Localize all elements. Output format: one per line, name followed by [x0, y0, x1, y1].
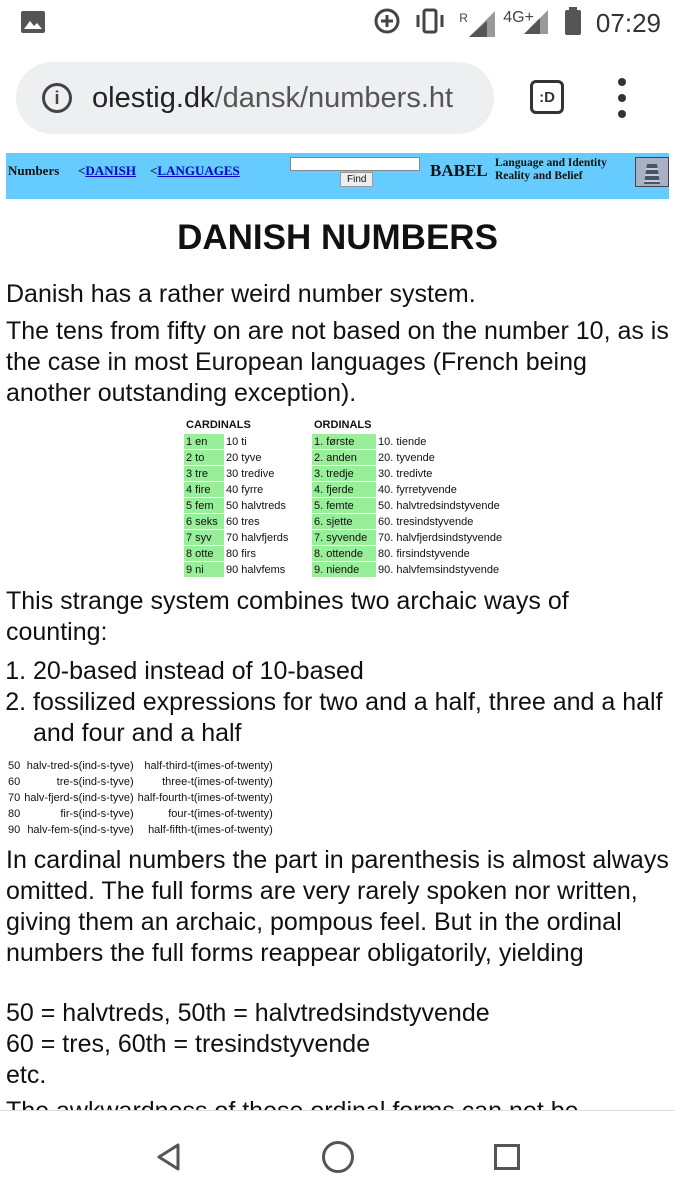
cardinal-digit-cell: 1 en — [184, 434, 224, 449]
ordinal-tens-cell: 60. tresindstyvende — [378, 515, 474, 528]
cardinal-tens-cell: 40 fyrre — [226, 483, 264, 496]
danish-link-wrapper — [78, 163, 136, 179]
tab-switcher-button[interactable]: :D — [530, 80, 564, 114]
cardinal-digit-cell: 5 fem — [184, 498, 224, 513]
languages-link-wrapper — [150, 163, 240, 179]
cardinal-tens-cell: 30 tredive — [226, 467, 275, 480]
ordinal-tens-cell: 90. halvfemsindstyvende — [378, 563, 500, 576]
spacer-cell — [294, 562, 312, 577]
cardinal-digit-cell: 2 to — [184, 450, 224, 465]
info-icon[interactable]: i — [42, 83, 72, 113]
overflow-menu-icon[interactable] — [612, 78, 632, 118]
cardinal-tens-cell: 10 ti — [226, 435, 247, 448]
strange-system-paragraph: This strange system combines two archaic ways of counting: — [6, 587, 569, 646]
table-row — [184, 434, 510, 449]
danish-form-cell: halv-fjerd-s(ind-s-tyve) — [24, 792, 134, 804]
url-domain: olestig.dk — [92, 81, 215, 114]
url-text[interactable] — [92, 82, 482, 115]
table-row — [6, 806, 275, 822]
ordinal-tens-cell: 40. fyrretyvende — [378, 483, 457, 496]
english-gloss-cell: four-t(imes-of-twenty) — [168, 808, 273, 820]
english-gloss-cell: three-t(imes-of-twenty) — [162, 776, 273, 788]
header-title: Numbers — [8, 163, 60, 178]
navigation-bar — [0, 1110, 675, 1201]
danish-form-cell: halv-fem-s(ind-s-tyve) — [27, 824, 134, 836]
example-line: 60 = tres, 60th = tresindstyvende — [6, 1030, 371, 1058]
spacer-cell — [294, 498, 312, 513]
cardinal-tens-cell: 70 halvfjerds — [226, 531, 289, 544]
intro-paragraph: Danish has a rather weird number system. — [6, 280, 476, 308]
ordinal-digit-cell: 8. ottende — [312, 546, 376, 561]
link-prefix: < — [78, 163, 86, 178]
cardinal-digit-cell: 6 seks — [184, 514, 224, 529]
network-type: 4G+ — [503, 8, 534, 26]
url-path: /dansk/numbers.ht — [214, 81, 454, 114]
ordinal-digit-cell: 7. syvende — [312, 530, 376, 545]
link-prefix: < — [150, 163, 158, 178]
numbers-table — [184, 418, 510, 578]
babel-subtitle-line2: Reality and Belief — [495, 170, 583, 182]
cardinal-tens-cell: 50 halvtreds — [226, 499, 286, 512]
image-icon — [20, 10, 46, 39]
ordinal-tens-cell: 20. tyvende — [378, 451, 435, 464]
status-bar — [0, 0, 675, 46]
table-row — [184, 530, 510, 545]
spacer-cell — [294, 482, 312, 497]
list-item: 1. 20-based instead of 10-based — [33, 656, 673, 687]
cardinals-header: CARDINALS — [186, 419, 251, 431]
table-header-row — [184, 419, 510, 433]
battery-icon — [564, 6, 582, 41]
cardinal-paragraph: In cardinal numbers the part in parenthesis is almost always omitted. The full forms are very rarely spoken nor written, giving them an archaic, pompous feel. But in the ordinal numbers the full forms reappear obligatorily, yielding — [6, 846, 669, 967]
ordinal-digit-cell: 3. tredje — [312, 466, 376, 481]
number-cell: 70 — [8, 792, 21, 804]
table-row — [184, 546, 510, 561]
address-bar[interactable] — [16, 62, 494, 134]
english-gloss-cell: half-fifth-t(imes-of-twenty) — [148, 824, 273, 836]
spacer-cell — [294, 450, 312, 465]
spacer-cell — [294, 514, 312, 529]
cardinal-tens-cell: 60 tres — [226, 515, 260, 528]
number-cell: 80 — [8, 808, 21, 820]
table-row — [6, 774, 275, 790]
ordinal-tens-cell: 30. tredivte — [378, 467, 433, 480]
intro-paragraph-2: The tens from fifty on are not based on the number 10, as is the case in most European languages (French being another outstanding exception). — [6, 317, 669, 407]
spacer-cell — [294, 546, 312, 561]
signal-icon — [522, 6, 550, 41]
table-row — [184, 466, 510, 481]
danish-form-cell: halv-tred-s(ind-s-tyve) — [26, 760, 134, 772]
steps-list — [6, 656, 673, 749]
clock: 07:29 — [595, 8, 661, 38]
cardinal-digit-cell: 8 otte — [184, 546, 224, 561]
ordinal-tens-cell: 50. halvtredsindstyvende — [378, 499, 500, 512]
ordinals-header: ORDINALS — [314, 419, 372, 431]
page-title: DANISH NUMBERS — [177, 218, 498, 257]
find-input[interactable] — [290, 157, 420, 171]
etymology-table — [6, 758, 275, 838]
roaming-indicator: R — [459, 10, 468, 25]
danish-form-cell: fir-s(ind-s-tyve) — [60, 808, 134, 820]
recent-apps-icon[interactable] — [494, 1144, 520, 1170]
number-cell: 90 — [8, 824, 21, 836]
table-row — [184, 498, 510, 513]
cardinal-tens-cell: 90 halvfems — [226, 563, 286, 576]
back-icon[interactable] — [156, 1143, 182, 1176]
danish-form-cell: tre-s(ind-s-tyve) — [56, 776, 134, 788]
tower-of-babel-image[interactable] — [635, 157, 669, 187]
cardinal-digit-cell: 4 fire — [184, 482, 224, 497]
danish-link[interactable]: DANISH — [85, 163, 136, 178]
cardinal-digit-cell: 9 ni — [184, 562, 224, 577]
spacer-cell — [294, 530, 312, 545]
table-row — [184, 450, 510, 465]
etc-line: etc. — [6, 1061, 47, 1089]
ordinal-digit-cell: 4. fjerde — [312, 482, 376, 497]
signal-icon — [459, 9, 507, 39]
ordinal-tens-cell: 80. firsindstyvende — [378, 547, 470, 560]
browser-toolbar — [0, 46, 675, 150]
ordinal-digit-cell: 6. sjette — [312, 514, 376, 529]
table-row — [6, 758, 275, 774]
ordinal-digit-cell: 2. anden — [312, 450, 376, 465]
find-button[interactable]: Find — [340, 172, 373, 187]
babel-logo[interactable]: BABEL — [430, 161, 488, 180]
table-row — [184, 482, 510, 497]
cardinal-digit-cell: 7 syv — [184, 530, 224, 545]
babel-subtitle — [495, 157, 607, 183]
cardinal-tens-cell: 20 tyve — [226, 451, 262, 464]
spacer-cell — [294, 434, 312, 449]
number-cell: 50 — [8, 760, 21, 772]
ordinal-tens-cell: 10. tiende — [378, 435, 427, 448]
number-cell: 60 — [8, 776, 21, 788]
english-gloss-cell: half-fourth-t(imes-of-twenty) — [137, 792, 273, 804]
table-row — [184, 514, 510, 529]
babel-subtitle-line1: Language and Identity — [495, 157, 607, 169]
cardinal-tens-cell: 80 firs — [226, 547, 256, 560]
english-gloss-cell: half-third-t(imes-of-twenty) — [144, 760, 273, 772]
table-row — [6, 822, 275, 838]
table-row — [184, 562, 510, 577]
ordinal-digit-cell: 1. første — [312, 434, 376, 449]
example-line: 50 = halvtreds, 50th = halvtredsindstyvende — [6, 999, 490, 1027]
languages-link[interactable]: LANGUAGES — [157, 163, 240, 178]
data-saver-icon — [373, 7, 401, 40]
spacer-cell — [294, 466, 312, 481]
vibrate-icon — [415, 7, 445, 40]
site-header — [6, 153, 669, 199]
ordinal-tens-cell: 70. halvfjerdsindstyvende — [378, 531, 503, 544]
home-icon[interactable] — [322, 1141, 354, 1173]
list-item: 2. fossilized expressions for two and a half, three and a half and four and a half — [33, 687, 673, 749]
ordinal-digit-cell: 9. niende — [312, 562, 376, 577]
cardinal-digit-cell: 3 tre — [184, 466, 224, 481]
ordinal-digit-cell: 5. femte — [312, 498, 376, 513]
table-row — [6, 790, 275, 806]
